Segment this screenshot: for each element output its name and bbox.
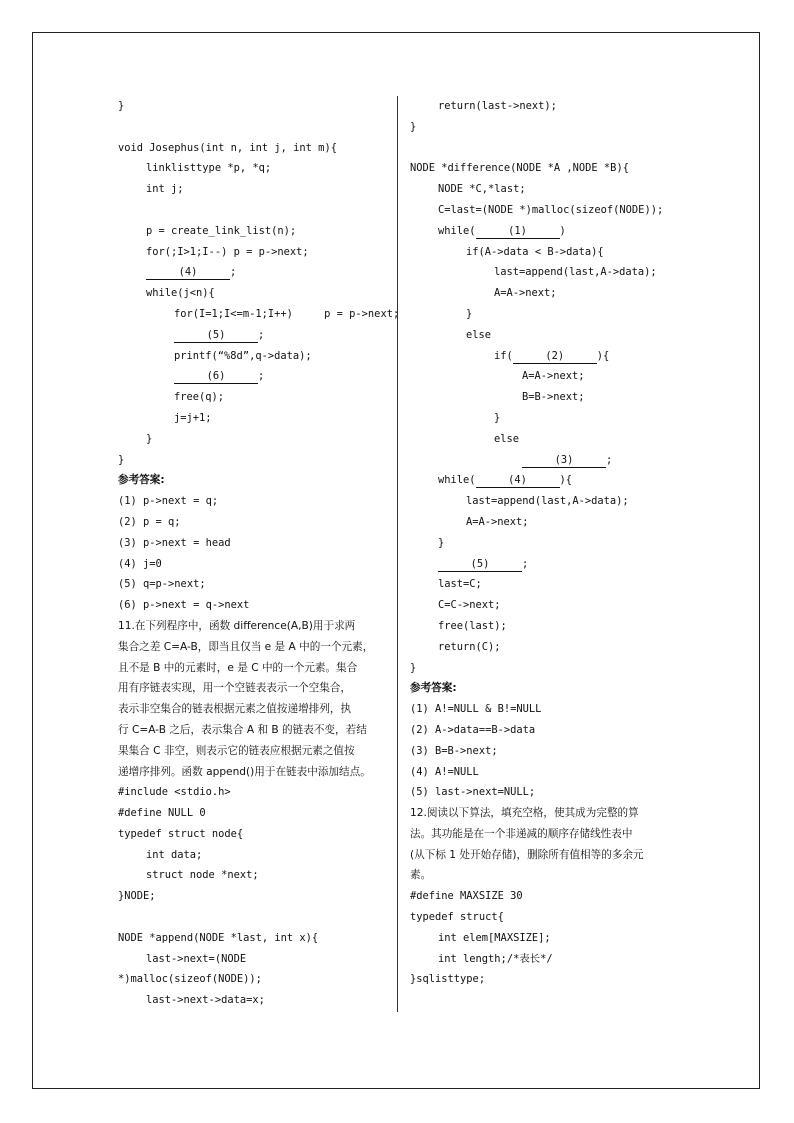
right-line: [410, 450, 680, 471]
right-line: }: [466, 307, 473, 320]
left-line: }: [146, 432, 153, 445]
right-line: }sqlisttype;: [410, 973, 486, 986]
left-line: typedef struct node{: [118, 827, 244, 840]
code-text: ){: [596, 349, 610, 362]
right-line: typedef struct{: [410, 911, 504, 924]
left-line: for(I=1;I<=m-1;I++) p = p->next;: [174, 307, 400, 320]
right-line: C=last=(NODE *)malloc(sizeof(NODE));: [438, 203, 664, 216]
code-text: while(: [438, 474, 476, 487]
right-line: last=append(last,A->data);: [494, 266, 657, 279]
left-line: int data;: [146, 848, 203, 861]
right-column: [410, 96, 680, 990]
left-line: 用有序链表实现，用一个空链表表示一个空集合，: [118, 682, 352, 695]
right-line: if(A->data < B->data){: [466, 245, 604, 258]
left-line: }: [118, 453, 125, 466]
right-line: (5) last->next=NULL;: [410, 786, 536, 799]
right-line: (4) A!=NULL: [410, 765, 479, 778]
right-line: return(last->next);: [438, 100, 557, 112]
left-line: linklisttype *p, *q;: [146, 162, 272, 175]
right-line: [410, 138, 680, 159]
code-text: ;: [522, 557, 529, 570]
left-line: struct node *next;: [146, 869, 259, 882]
answer-blank: (3): [522, 454, 606, 468]
right-line: [410, 346, 680, 367]
left-line: void Josephus(int n, int j, int m){: [118, 141, 337, 154]
left-line: for(;I>1;I--) p = p->next;: [146, 245, 309, 258]
right-line: }: [438, 536, 445, 549]
code-text: ){: [559, 474, 573, 487]
left-line: 果集合 C 非空，则表示它的链表应根据元素之值按: [118, 744, 355, 757]
left-line: [118, 117, 390, 138]
left-line: while(j<n){: [146, 287, 215, 300]
right-line: (从下标 1 处开始存储)，删除所有值相等的多余元: [410, 848, 644, 861]
left-line: [118, 907, 390, 928]
left-line: printf(“%8d”,q->data);: [174, 349, 312, 362]
right-line: [410, 554, 680, 575]
right-line: else: [494, 432, 520, 445]
left-line: [118, 200, 390, 221]
left-line: 集合之差 C=A-B，即当且仅当 e 是 A 中的一个元素，: [118, 640, 374, 653]
left-line: (6) p->next = q->next: [118, 599, 250, 612]
left-line: (2) p = q;: [118, 515, 181, 528]
left-line: [118, 366, 390, 387]
left-line: j=j+1;: [174, 411, 212, 424]
right-line: 法。其功能是在一个非递减的顺序存储线性表中: [410, 827, 633, 840]
left-line: p = create_link_list(n);: [146, 224, 297, 237]
code-text: ;: [230, 266, 237, 279]
answer-blank: (5): [174, 329, 258, 343]
right-line: 参考答案:: [410, 682, 457, 695]
right-line: B=B->next;: [522, 391, 585, 404]
left-line: #include <stdio.h>: [118, 786, 231, 799]
right-line: A=A->next;: [494, 287, 557, 300]
right-line: last=C;: [438, 578, 482, 591]
right-line: A=A->next;: [522, 370, 585, 383]
left-line: }NODE;: [118, 890, 156, 903]
right-line: (3) B=B->next;: [410, 744, 498, 757]
right-line: [410, 221, 680, 242]
code-text: ;: [258, 328, 265, 341]
left-line: 且不是 B 中的元素时，e 是 C 中的一个元素。集合: [118, 661, 358, 674]
right-line: NODE *C,*last;: [438, 183, 526, 196]
right-line: (1) A!=NULL & B!=NULL: [410, 703, 542, 716]
left-line: 行 C=A-B 之后，表示集合 A 和 B 的链表不变，若结: [118, 723, 367, 736]
left-line: (1) p->next = q;: [118, 495, 219, 508]
left-line: #define NULL 0: [118, 807, 206, 820]
right-line: 素。: [410, 869, 432, 882]
left-line: 参考答案:: [118, 474, 165, 487]
code-text: ): [559, 224, 566, 237]
right-line: else: [466, 328, 492, 341]
right-line: 12.阅读以下算法，填充空格，使其成为完整的算: [410, 807, 639, 820]
right-line: [410, 470, 680, 491]
answer-blank: (6): [174, 370, 258, 384]
left-line: 11.在下列程序中，函数 difference(A,B)用于求两: [118, 619, 356, 632]
right-line: last=append(last,A->data);: [466, 495, 629, 508]
answer-blank: (5): [438, 558, 522, 572]
right-line: (2) A->data==B->data: [410, 723, 536, 736]
left-line: [118, 262, 390, 283]
code-text: ;: [258, 370, 265, 383]
answer-blank: (4): [146, 266, 230, 280]
right-line: #define MAXSIZE 30: [410, 890, 523, 903]
right-line: }: [410, 661, 417, 674]
right-line: return(C);: [438, 640, 501, 653]
code-text: if(: [494, 349, 513, 362]
left-line: (4) j=0: [118, 557, 162, 570]
left-line: last->next->data=x;: [146, 994, 265, 1007]
left-line: (5) q=p->next;: [118, 578, 206, 591]
right-line: A=A->next;: [466, 515, 529, 528]
right-line: free(last);: [438, 619, 507, 632]
left-line: *)malloc(sizeof(NODE));: [118, 973, 262, 986]
answer-blank: (2): [513, 350, 597, 364]
left-column: [118, 96, 400, 1011]
answer-blank: (4): [476, 474, 560, 488]
left-line: 递增序排列。函数 append()用于在链表中添加结点。: [118, 765, 371, 778]
right-line: int length;/*表长*/: [438, 952, 553, 965]
left-line: (3) p->next = head: [118, 536, 231, 549]
left-line: }: [118, 100, 125, 112]
left-line: int j;: [146, 183, 184, 196]
left-line: 表示非空集合的链表根据元素之值按递增排列，执: [118, 703, 352, 716]
column-divider: [397, 96, 398, 1012]
right-line: C=C->next;: [438, 599, 501, 612]
left-line: NODE *append(NODE *last, int x){: [118, 931, 319, 944]
left-line: last->next=(NODE: [146, 952, 247, 965]
code-text: while(: [438, 224, 476, 237]
right-line: }: [410, 120, 417, 133]
answer-blank: (1): [476, 225, 560, 239]
right-line: int elem[MAXSIZE];: [438, 931, 551, 944]
left-line: [118, 325, 390, 346]
right-line: }: [494, 411, 501, 424]
code-text: ;: [606, 453, 613, 466]
right-line: NODE *difference(NODE *A ,NODE *B){: [410, 162, 629, 175]
left-line: free(q);: [174, 391, 225, 404]
